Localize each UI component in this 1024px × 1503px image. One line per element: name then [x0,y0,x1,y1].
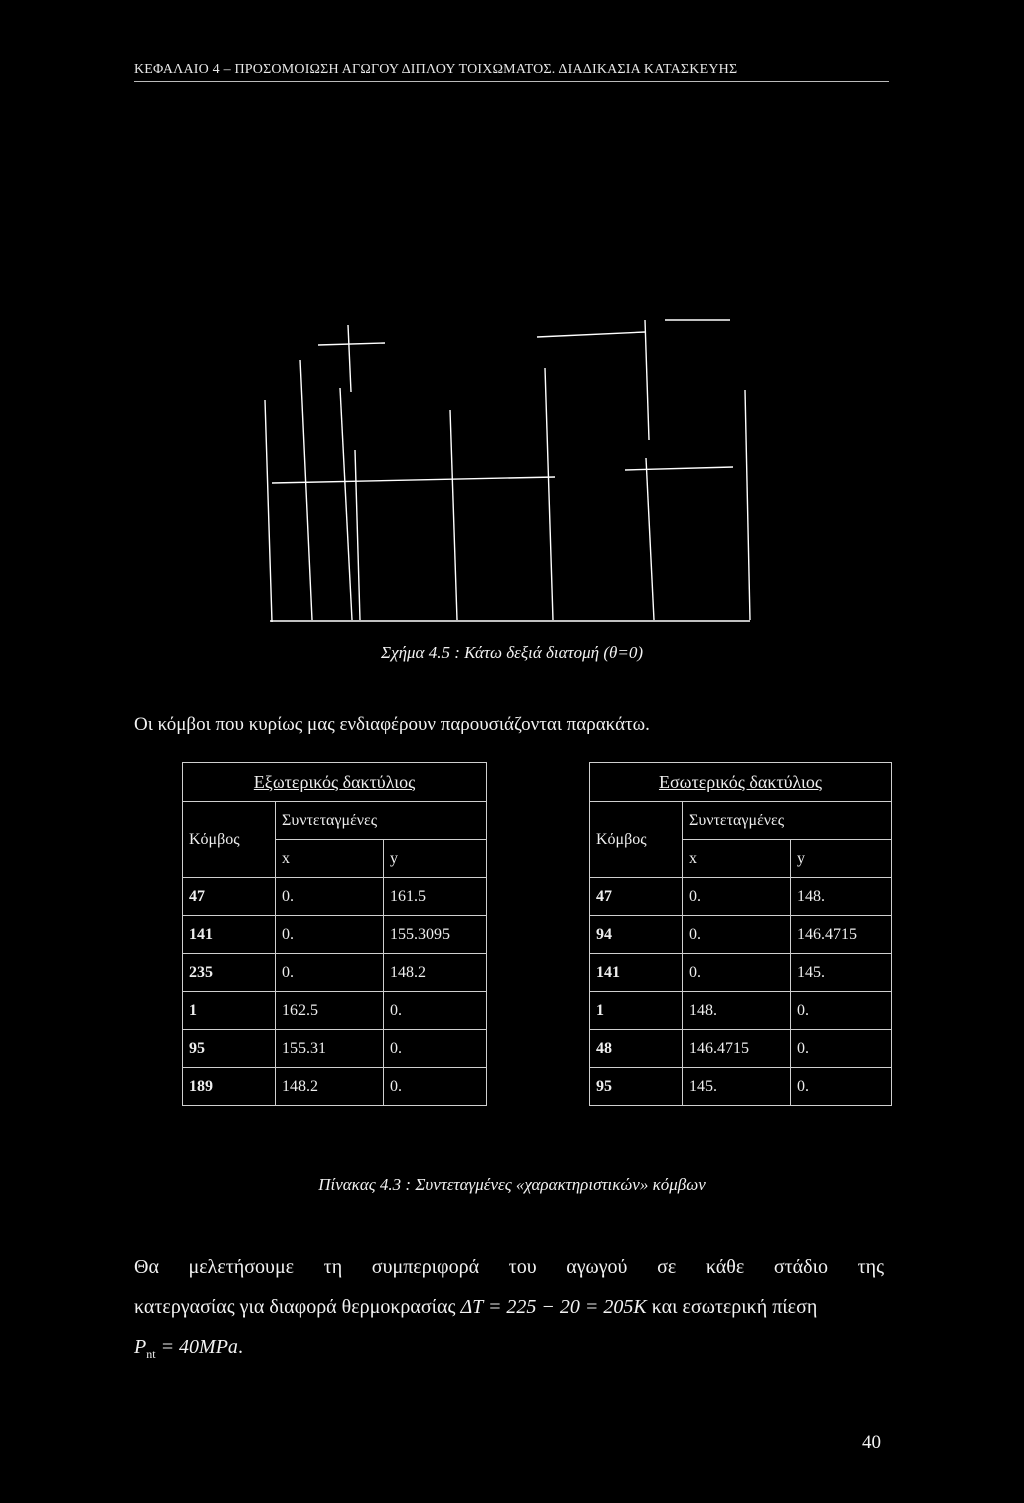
node-id: 235 [183,954,276,992]
fig-line [646,458,654,620]
delta-t-formula: ΔT = 225 − 20 = 205K [460,1296,647,1318]
node-id: 48 [590,1030,683,1068]
table-row [183,1068,487,1106]
fig-line [450,410,457,620]
paragraph-line-2 [134,1296,817,1318]
y-value: 0. [384,1068,487,1106]
node-id: 189 [183,1068,276,1106]
table-row [183,992,487,1030]
inner-node-header: Κόμβος [590,802,683,878]
table-row [590,992,892,1030]
pressure-formula [134,1336,243,1361]
paragraph-text: και εσωτερική πίεση [651,1296,818,1318]
inner-coords-header: Συντεταγμένες [683,802,892,840]
fig-line [625,467,733,470]
paragraph-text: κατεργασίας για διαφορά θερμοκρασίας [134,1296,456,1318]
x-value: 162.5 [276,992,384,1030]
y-value: 0. [791,992,892,1030]
node-id: 95 [183,1030,276,1068]
fig-line [318,343,385,345]
node-id: 47 [590,878,683,916]
sentence-end: . [237,1336,243,1358]
node-id: 1 [183,992,276,1030]
x-value: 148.2 [276,1068,384,1106]
table-row [183,916,487,954]
running-header: ΚΕΦΑΛΑΙΟ 4 – ΠΡΟΣΟΜΟΙΩΣΗ ΑΓΩΓΟΥ ΔΙΠΛΟΥ ΤΟΙΧΩΜΑΤΟΣ. ΔΙΑΔΙΚΑΣΙΑ ΚΑΤΑΣΚΕΥΗΣ [134,62,738,77]
inner-x-header: x [683,840,791,878]
y-value: 0. [791,1068,892,1106]
table-row [590,878,892,916]
table-row [590,1068,892,1106]
x-value: 146.4715 [683,1030,791,1068]
x-value: 145. [683,1068,791,1106]
fig-line [645,320,649,440]
fig-line [340,388,352,620]
y-value: 0. [791,1030,892,1068]
outer-coords-header: Συντεταγμένες [276,802,487,840]
table-caption: Πίνακας 4.3 : Συντεταγμένες «χαρακτηριστικών» κόμβων [318,1175,706,1194]
node-id: 141 [590,954,683,992]
fig-line [745,390,750,620]
node-id: 141 [183,916,276,954]
outer-node-header: Κόμβος [183,802,276,878]
table-row [590,916,892,954]
fig-line [355,450,360,620]
inner-table-title: Εσωτερικός δακτύλιος [590,763,892,802]
paragraph-line-1: Θα μελετήσουμε τη συμπεριφορά του αγωγού σε κάθε στάδιο της [134,1256,884,1278]
node-id: 47 [183,878,276,916]
outer-ring-table [182,762,487,1106]
x-value: 0. [683,878,791,916]
cross-section-figure [255,310,775,640]
outer-y-header: y [384,840,487,878]
outer-table-title: Εξωτερικός δακτύλιος [183,763,487,802]
node-id: 1 [590,992,683,1030]
table-row [183,954,487,992]
table-row [183,1030,487,1068]
body-paragraph [134,1247,884,1374]
y-value: 155.3095 [384,916,487,954]
intro-text: Οι κόμβοι που κυρίως μας ενδιαφέρουν παρουσιάζονται παρακάτω. [134,714,650,735]
page-number: 40 [862,1432,881,1453]
y-value: 0. [384,1030,487,1068]
fig-line [300,360,312,620]
fig-line [272,477,555,483]
node-id: 94 [590,916,683,954]
y-value: 146.4715 [791,916,892,954]
x-value: 0. [683,916,791,954]
table-row [590,954,892,992]
x-value: 0. [683,954,791,992]
y-value: 148.2 [384,954,487,992]
node-id: 95 [590,1068,683,1106]
pressure-value: = 40MPa [160,1336,238,1358]
table-row [590,1030,892,1068]
pressure-symbol: P [134,1336,147,1358]
figure-caption: Σχήμα 4.5 : Κάτω δεξιά διατομή (θ=0) [380,643,643,662]
inner-ring-table [589,762,892,1106]
y-value: 145. [791,954,892,992]
fig-line [265,400,272,622]
y-value: 161.5 [384,878,487,916]
x-value: 0. [276,954,384,992]
table-row [183,878,487,916]
y-value: 148. [791,878,892,916]
y-value: 0. [384,992,487,1030]
header-rule [134,81,889,82]
pressure-subscript: nt [146,1347,156,1361]
x-value: 0. [276,916,384,954]
x-value: 155.31 [276,1030,384,1068]
fig-line [545,368,553,620]
fig-line [348,325,351,392]
fig-line [537,332,645,337]
x-value: 148. [683,992,791,1030]
outer-x-header: x [276,840,384,878]
x-value: 0. [276,878,384,916]
inner-y-header: y [791,840,892,878]
